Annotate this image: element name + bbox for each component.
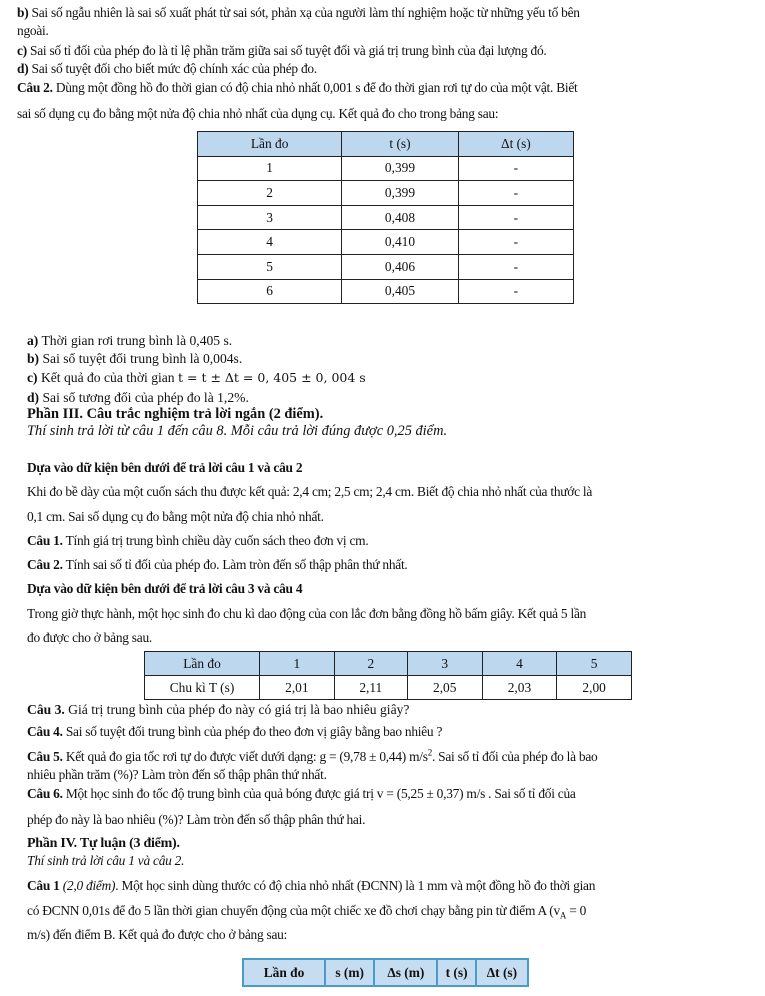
table-cell: - bbox=[458, 181, 573, 206]
p3-question-3 bbox=[27, 701, 409, 718]
group-title: Dựa vào dữ kiện bên dưới để trả lời câu 3 và câu 4 bbox=[27, 581, 303, 596]
group-text: đo được cho ở bảng sau. bbox=[27, 630, 152, 645]
p4-question-1-cont bbox=[27, 902, 586, 919]
question-text: m/s) đến điểm B. Kết quả đo được cho ở bảng sau: bbox=[27, 927, 288, 942]
item-text: Sai số tuyệt đối trung bình là 0,004s. bbox=[39, 351, 243, 366]
item-text: ngoài. bbox=[17, 23, 49, 38]
header-cell: Δt (s) bbox=[476, 959, 528, 986]
table-cell: 2,11 bbox=[334, 676, 407, 700]
question-label: Câu 3. bbox=[27, 702, 65, 717]
question-label: Câu 1 bbox=[27, 878, 60, 893]
question-text: Một học sinh đo tốc độ trung bình của quả bóng được giá trị v = (5,25 ± 0,37) m/s . Sai số tỉ đối của bbox=[62, 786, 576, 801]
motion-measurement-table bbox=[242, 958, 529, 987]
item-label: a) bbox=[27, 333, 39, 348]
question-2-cont bbox=[17, 105, 498, 122]
group-2-text bbox=[27, 605, 586, 622]
answer-a bbox=[27, 332, 232, 349]
item-text: Sai số tuyệt đối cho biết mức độ chính xác của phép đo. bbox=[28, 61, 317, 76]
table-cell: 0,406 bbox=[342, 254, 458, 279]
group-text: Trong giờ thực hành, một học sinh đo chu kì dao động của con lắc đơn bằng đồng hồ bấm giây. Kết quả 5 lần bbox=[27, 606, 587, 621]
table-cell: 6 bbox=[198, 279, 342, 304]
question-label: Câu 2. bbox=[17, 80, 53, 95]
group-title: Dựa vào dữ kiện bên dưới để trả lời câu 1 và câu 2 bbox=[27, 460, 303, 475]
question-text: nhiêu phần trăm (%)? Làm tròn đến số thập phân thứ nhất. bbox=[27, 767, 327, 782]
header-cell: 3 bbox=[407, 652, 482, 676]
section-title: Phần III. Câu trắc nghiệm trả lời ngắn (2 điểm). bbox=[27, 406, 324, 422]
table-header-row bbox=[145, 652, 632, 676]
table-cell: - bbox=[458, 279, 573, 304]
question-text: Tính giá trị trung bình chiều dày cuốn sách theo đơn vị cm. bbox=[62, 533, 369, 548]
table-cell: 2,03 bbox=[482, 676, 557, 700]
part-4-instruction bbox=[27, 852, 184, 869]
superscript: 2 bbox=[427, 747, 432, 758]
question-label: Câu 2. bbox=[27, 557, 63, 572]
part-3-instruction bbox=[27, 423, 447, 440]
formula: t = t ± Δt = 0, 405 ± 0, 004 s bbox=[178, 370, 366, 385]
p3-question-6 bbox=[27, 785, 576, 802]
table-cell: 0,405 bbox=[342, 279, 458, 304]
header-cell: s (m) bbox=[325, 959, 374, 986]
question-text: Tính sai số tỉ đối của phép đo. Làm tròn đến số thập phân thứ nhất. bbox=[62, 557, 408, 572]
statement-d bbox=[17, 60, 317, 77]
table-header-row bbox=[243, 959, 528, 986]
table-cell: 0,410 bbox=[342, 230, 458, 255]
header-cell: Lần đo bbox=[145, 652, 260, 676]
item-text: Thời gian rơi trung bình là 0,405 s. bbox=[38, 333, 233, 348]
header-cell: 5 bbox=[557, 652, 632, 676]
item-label: b) bbox=[17, 5, 29, 20]
item-label: d) bbox=[17, 61, 29, 76]
group-1-text bbox=[27, 483, 592, 500]
table-cell: 5 bbox=[198, 254, 342, 279]
header-cell: 4 bbox=[482, 652, 557, 676]
p3-question-4 bbox=[27, 723, 442, 740]
p3-question-6-cont bbox=[27, 811, 365, 828]
p4-question-1-cont2 bbox=[27, 926, 287, 943]
table-row bbox=[145, 676, 632, 700]
instruction-text: Thí sinh trả lời câu 1 và câu 2. bbox=[27, 853, 185, 868]
instruction-text: Thí sinh trả lời từ câu 1 đến câu 8. Mỗi câu trả lời đúng được 0,25 điểm. bbox=[27, 423, 448, 439]
question-text: Giá trị trung bình của phép đo này có giá trị là bao nhiêu giây? bbox=[64, 702, 410, 717]
table-row bbox=[198, 181, 574, 206]
header-cell: Lần đo bbox=[198, 132, 342, 157]
header-cell: Δs (m) bbox=[374, 959, 437, 986]
header-cell: t (s) bbox=[342, 132, 458, 157]
header-cell: Δt (s) bbox=[458, 132, 573, 157]
subscript: A bbox=[559, 910, 567, 921]
question-text: . Một học sinh dùng thước có độ chia nhỏ nhất (ĐCNN) là 1 mm và một đồng hồ đo thời gian bbox=[115, 878, 596, 893]
group-1-title bbox=[27, 459, 302, 476]
table-cell: Chu kì T (s) bbox=[145, 676, 260, 700]
p3-question-5-cont bbox=[27, 766, 327, 783]
item-label: d) bbox=[27, 390, 40, 405]
p3-question-2 bbox=[27, 556, 408, 573]
table-cell: 0,399 bbox=[342, 181, 458, 206]
table-cell: 2 bbox=[198, 181, 342, 206]
section-title: Phần IV. Tự luận (3 điểm). bbox=[27, 836, 180, 851]
statement-b bbox=[17, 4, 580, 21]
table-cell: 3 bbox=[198, 205, 342, 230]
period-measurement-table bbox=[144, 651, 632, 700]
question-text: sai số dụng cụ đo bằng một nửa độ chia nhỏ nhất của dụng cụ. Kết quả đo cho trong bảng sau: bbox=[17, 106, 499, 121]
question-text: Kết quả đo gia tốc rơi tự do được viết dưới dạng: g = (9,78 ± 0,44) m/s bbox=[62, 749, 428, 764]
p3-question-1 bbox=[27, 532, 368, 549]
question-text: Dùng một đồng hồ đo thời gian có độ chia nhỏ nhất 0,001 s để đo thời gian rơi tự do của một vật. Biết bbox=[52, 80, 578, 95]
answer-c bbox=[27, 369, 366, 386]
table-row bbox=[198, 254, 574, 279]
table-cell: 2,05 bbox=[407, 676, 482, 700]
table-cell: - bbox=[458, 205, 573, 230]
question-text: = 0 bbox=[566, 903, 587, 918]
table-cell: 2,01 bbox=[260, 676, 335, 700]
part-3-title bbox=[27, 406, 323, 423]
part-4-title bbox=[27, 835, 180, 852]
item-label: c) bbox=[17, 43, 27, 58]
p3-question-5 bbox=[27, 748, 597, 765]
table-cell: 2,00 bbox=[557, 676, 632, 700]
item-text: Sai số tương đối của phép đo là 1,2%. bbox=[39, 390, 249, 405]
header-cell: 2 bbox=[334, 652, 407, 676]
answer-b bbox=[27, 350, 242, 367]
group-2-title bbox=[27, 580, 302, 597]
table-cell: 1 bbox=[198, 156, 342, 181]
group-text: 0,1 cm. Sai số dụng cụ đo bằng một nửa độ chia nhỏ nhất. bbox=[27, 509, 324, 524]
table-row bbox=[198, 279, 574, 304]
question-label: Câu 5. bbox=[27, 749, 63, 764]
group-2-text-cont bbox=[27, 629, 152, 646]
question-label: Câu 1. bbox=[27, 533, 63, 548]
group-1-text-cont bbox=[27, 508, 324, 525]
time-measurement-table bbox=[197, 131, 574, 304]
table-row bbox=[198, 205, 574, 230]
points-text: (2,0 điểm) bbox=[59, 878, 116, 893]
answer-d bbox=[27, 389, 249, 406]
item-label: b) bbox=[27, 351, 40, 366]
header-cell: 1 bbox=[260, 652, 335, 676]
header-cell: t (s) bbox=[437, 959, 476, 986]
table-cell: 4 bbox=[198, 230, 342, 255]
statement-c bbox=[17, 42, 547, 59]
statement-b-cont bbox=[17, 22, 49, 39]
table-row bbox=[198, 230, 574, 255]
question-text: . Sai số tỉ đối của phép đo là bao bbox=[431, 749, 598, 764]
table-cell: - bbox=[458, 156, 573, 181]
header-cell: Lần đo bbox=[243, 959, 325, 986]
item-text: Sai số ngẫu nhiên là sai số xuất phát từ sai sót, phản xạ của người làm thí nghiệm hoặc từ những yếu tố bên bbox=[28, 5, 580, 20]
item-label: c) bbox=[27, 370, 38, 385]
table-cell: 0,399 bbox=[342, 156, 458, 181]
table-row bbox=[198, 156, 574, 181]
item-text: Sai số tỉ đối của phép đo là tỉ lệ phần trăm giữa sai số tuyệt đối và giá trị trung bình của đại lượng đó. bbox=[26, 43, 547, 58]
question-label: Câu 6. bbox=[27, 786, 63, 801]
question-label: Câu 4. bbox=[27, 724, 63, 739]
question-text: Sai số tuyệt đối trung bình của phép đo theo đơn vị giây bằng bao nhiêu ? bbox=[62, 724, 443, 739]
question-text: phép đo này là bao nhiêu (%)? Làm tròn đến số thập phân thứ hai. bbox=[27, 812, 366, 827]
table-cell: 0,408 bbox=[342, 205, 458, 230]
table-cell: - bbox=[458, 230, 573, 255]
table-header-row bbox=[198, 132, 574, 157]
question-2 bbox=[17, 79, 578, 96]
group-text: Khi đo bề dày của một cuốn sách thu được kết quả: 2,4 cm; 2,5 cm; 2,4 cm. Biết độ chia nhỏ nhất của thước là bbox=[27, 484, 593, 499]
p4-question-1 bbox=[27, 877, 595, 894]
question-text: có ĐCNN 0,01s để đo 5 lần thời gian chuyển động của một chiếc xe đồ chơi chạy bằng pin từ điểm A (v bbox=[27, 903, 560, 918]
item-text: Kết quả đo của thời gian bbox=[37, 370, 179, 385]
table-cell: - bbox=[458, 254, 573, 279]
